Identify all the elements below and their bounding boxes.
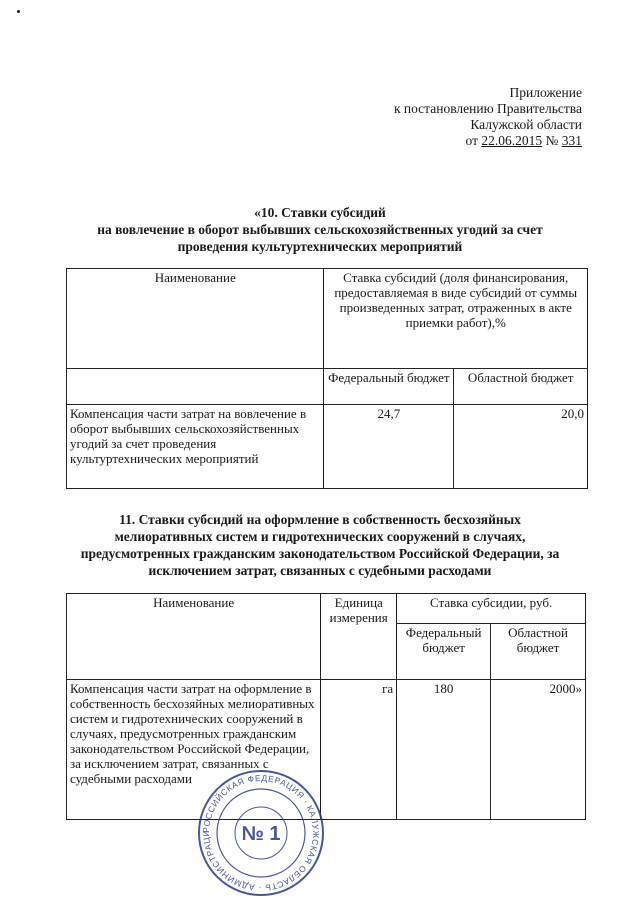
s11-header-name: Наименование — [67, 594, 321, 680]
s10-row-regional: 20,0 — [454, 405, 588, 489]
document-date: 22.06.2015 — [481, 133, 543, 148]
section11-title-line3: предусмотренных гражданским законодательством Российской Федерации, за — [80, 546, 560, 561]
official-stamp — [196, 768, 326, 898]
s11-row-name: Компенсация части затрат на оформление в собственность бесхозяйных мелиоративных систем и гидротехнических сооружений в случаях, предусмотренных гражданским законодательством Российской Федерации, за исключением затрат, связанных с судебными расходами — [67, 680, 321, 820]
annex-region-line: Калужской области — [470, 117, 582, 132]
annex-label: Приложение — [509, 85, 582, 100]
section10-title-line2: на вовлечение в оборот выбывших сельскохозяйственных угодий за счет — [97, 222, 543, 237]
s10-header-regional: Областной бюджет — [454, 369, 588, 405]
stamp-seal-icon — [196, 768, 326, 898]
s10-header-rate: Ставка субсидий (доля финансирования, предоставляемая в виде субсидий от суммы произведенных затрат, отраженных в акте приемки работ),% — [324, 269, 588, 369]
stamp-ring-text: РОССИЙСКАЯ ФЕДЕРАЦИЯ · КАЛУЖСКАЯ ОБЛАСТЬ · АДМИНИСТРАЦИ — [200, 772, 322, 894]
annex-date-line — [466, 133, 583, 149]
stamp-number: № 1 — [241, 823, 281, 845]
section10-title-line3: проведения культуртехнических мероприятий — [177, 239, 463, 254]
document-number: 331 — [561, 133, 582, 148]
scan-speck — [17, 10, 20, 13]
s11-row-federal: 180 — [397, 680, 491, 820]
s11-row-regional: 2000» — [491, 680, 586, 820]
s10-header-name: Наименование — [67, 269, 324, 369]
s10-header-federal: Федеральный бюджет — [324, 369, 454, 405]
s11-header-regional: Областной бюджет — [491, 624, 586, 680]
section11-title-line1: 11. Ставки субсидий на оформление в собственность бесхозяйных — [119, 512, 521, 527]
date-prefix: от — [465, 133, 478, 148]
section11-table — [66, 593, 586, 820]
number-prefix: № — [545, 133, 559, 148]
s11-header-unit: Единица измерения — [321, 594, 397, 680]
section11-title-line4: исключением затрат, связанных с судебными расходами — [148, 563, 492, 578]
s11-header-rate: Ставка субсидии, руб. — [397, 594, 586, 624]
s10-row-name: Компенсация части затрат на вовлечение в оборот выбывших сельскохозяйственных угодий за счет проведения культуртехнических мероприятий — [67, 405, 324, 489]
section11-title-line2: мелиоративных систем и гидротехнических сооружений в случаях, — [114, 529, 526, 544]
s10-subheader-empty — [67, 369, 324, 405]
s11-row-unit: га — [321, 680, 397, 820]
section10-table — [66, 268, 588, 489]
s10-row-federal: 24,7 — [324, 405, 454, 489]
annex-resolution-line: к постановлению Правительства — [393, 101, 582, 116]
s11-header-federal: Федеральный бюджет — [397, 624, 491, 680]
section10-title-line1: «10. Ставки субсидий — [254, 205, 386, 220]
